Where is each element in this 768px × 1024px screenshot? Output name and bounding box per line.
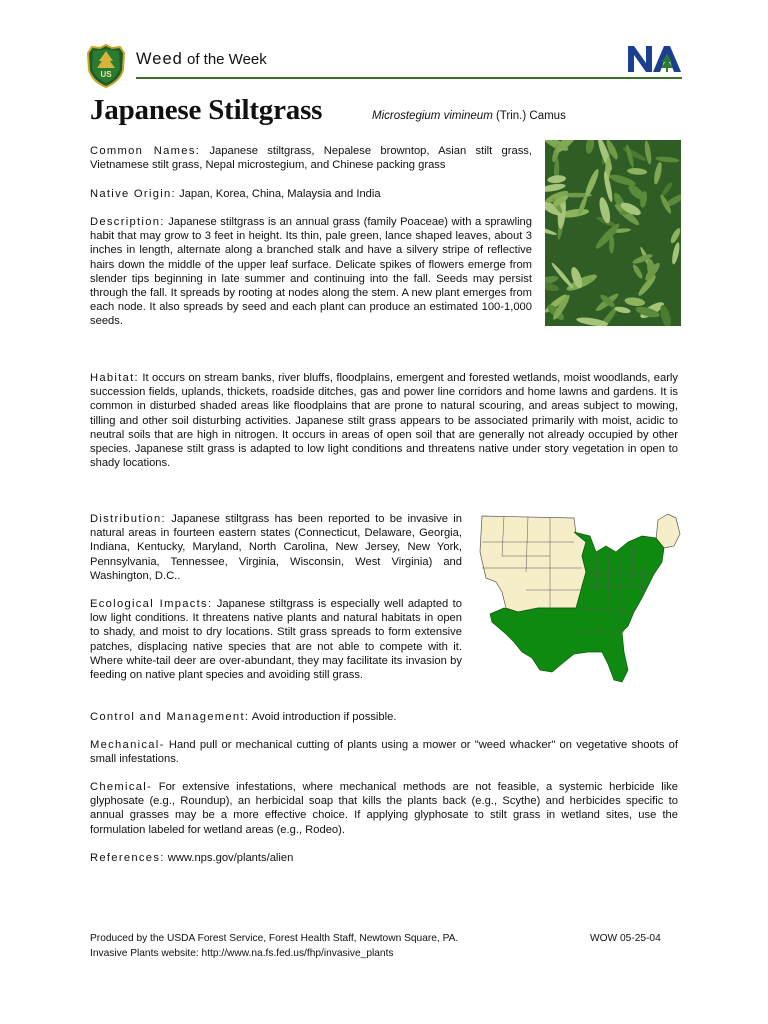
chemical-label: Chemical- bbox=[90, 781, 153, 793]
distribution-text: Japanese stiltgrass has been reported to be invasive in natural areas in fourteen eastern states (Connecticut, Delaware, Georgia, Indiana, Kentucky, Maryland, North Carolina, New Jersey, New York, Pennsylvania, Tennessee, Virginia, Wisconsin, West Virginia) and Washington, D.C.. bbox=[90, 513, 462, 582]
references-paragraph bbox=[90, 851, 678, 865]
forest-service-shield-logo bbox=[86, 44, 126, 88]
header-rule bbox=[136, 77, 682, 79]
ecological-impacts-paragraph bbox=[90, 597, 462, 682]
weed-word: Weed bbox=[136, 50, 183, 68]
mechanical-text: Hand pull or mechanical cutting of plants using a mower or "weed whacker" on vegetative shoots of small infestations. bbox=[90, 739, 678, 766]
footer-produced-by: Produced by the USDA Forest Service, Forest Health Staff, Newtown Square, PA. bbox=[90, 933, 459, 944]
chemical-paragraph bbox=[90, 780, 678, 837]
control-text: Avoid introduction if possible. bbox=[249, 711, 397, 723]
control-label: Control and Management: bbox=[90, 711, 250, 723]
distribution-label: Distribution: bbox=[90, 513, 166, 525]
svg-text:US: US bbox=[100, 70, 112, 79]
common-names-label: Common Names: bbox=[90, 145, 201, 157]
chemical-text: For extensive infestations, where mechanical methods are not feasible, a systemic herbicide like glyphosate (e.g., Roundup), an herbicidal soap that kills the plants back (e.g., Scythe) and herbicides specific to annual grasses may be a more effective choice. If applying glyphosate to stilt grass in wetland sites, use the formulation labeled for wetland areas (e.g., Rodeo). bbox=[90, 781, 678, 836]
svg-text:NA: NA bbox=[626, 44, 628, 45]
description-text: Japanese stiltgrass is an annual grass (family Poaceae) with a sprawling habit that may grow to 3 feet in height. Its thin, pale green, lance shaped leaves, about 3 inches in length, alternate along a branched stalk and have a silvery stripe of reflective hairs down the middle of the upper leaf surface. Delicate spikes of flowers emerge from slender tips beginning in late summer and continuing into the fall. Seeds may persist through the fall. It spreads by rooting at nodes along the stem. A new plant emerges from each node. It also spreads by seed and each plant can produce an estimated 100-1,000 seeds. bbox=[90, 216, 532, 328]
ecological-impacts-text: Japanese stiltgrass is especially well adapted to low light conditions. It threatens native plants and natural habitats in open to shady, and moist to dry locations. Stilt grass spreads to form extensive patches, displacing native species that are not able to compete with it. Where white-tail deer are over-abundant, they may facilitate its invasion by feeding on native plant species and avoiding still grass. bbox=[90, 598, 462, 682]
distribution-paragraph bbox=[90, 512, 462, 583]
ecological-impacts-label: Ecological Impacts: bbox=[90, 598, 213, 610]
description-paragraph bbox=[90, 215, 532, 329]
description-label: Description: bbox=[90, 216, 165, 228]
native-origin-paragraph bbox=[90, 187, 532, 201]
habitat-paragraph bbox=[90, 371, 678, 470]
references-link[interactable]: www.nps.gov/plants/alien bbox=[164, 852, 294, 864]
mechanical-paragraph bbox=[90, 738, 678, 766]
habitat-text: It occurs on stream banks, river bluffs, floodplains, emergent and forested wetlands, moist woodlands, early succession fields, uplands, thickets, roadside ditches, gas and power line corridors and home lawns and gardens. It is common in disturbed shaded areas like floodplains that are prone to natural scouring, and areas subject to mowing, tilling and other soil disturbing activities. Japanese stilt grass appears to be associated primarily with moist, acidic to neutral soils that are high in nitrogen. It occurs in areas of open soil that are generally not already occupied by other species. Japanese stilt grass is adapted to low light conditions and threatens native under story vegetation in open to shady locations. bbox=[90, 372, 678, 470]
mechanical-label: Mechanical- bbox=[90, 739, 165, 751]
control-paragraph bbox=[90, 710, 678, 724]
common-names-paragraph bbox=[90, 144, 532, 172]
weed-of-the-week-heading bbox=[136, 50, 267, 69]
plant-photo bbox=[545, 140, 681, 326]
footer-wow-code: WOW 05-25-04 bbox=[590, 933, 661, 944]
scientific-authority: (Trin.) Camus bbox=[492, 110, 566, 122]
of-the-week-text: of the Week bbox=[182, 51, 267, 68]
habitat-label: Habitat: bbox=[90, 372, 139, 384]
native-origin-label: Native Origin: bbox=[90, 188, 176, 200]
footer-website-link[interactable]: Invasive Plants website: http://www.na.fs.fed.us/fhp/invasive_plants bbox=[90, 948, 394, 959]
common-names-text: Japanese stiltgrass, Nepalese browntop, Asian stilt grass, Vietnamese stilt grass, Nepal microstegium, and Chinese packing grass bbox=[90, 145, 533, 172]
native-origin-text: Japan, Korea, China, Malaysia and India bbox=[175, 188, 381, 200]
page-title: Japanese Stiltgrass bbox=[90, 94, 323, 126]
scientific-binomial: Microstegium vimineum bbox=[372, 110, 493, 122]
references-label: References: bbox=[90, 852, 165, 864]
scientific-name bbox=[372, 110, 566, 122]
distribution-map bbox=[478, 512, 682, 688]
na-logo bbox=[626, 44, 682, 74]
map-uninfested-region bbox=[480, 516, 586, 612]
